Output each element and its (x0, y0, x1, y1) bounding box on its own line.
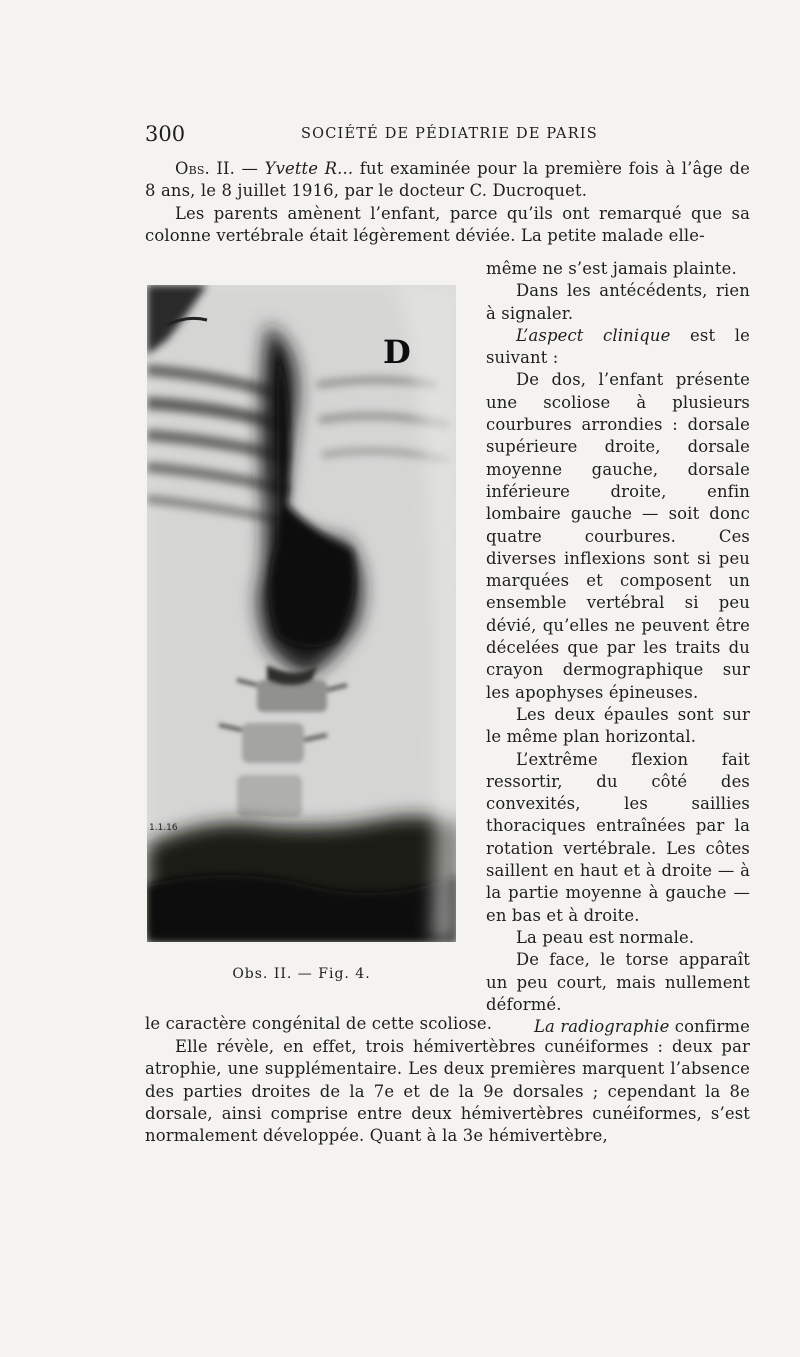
side-marker-d: D (383, 333, 411, 371)
clinical-aspect-heading: L’aspect clinique (516, 325, 671, 345)
text-column-beside-figure (486, 258, 750, 1038)
paragraph-scoliosis-description: De dos, l’enfant présente une scoliose à plusieurs courbures arrondies : dorsale supérieure droite, dorsale moyenne gauche, dorsale inférieure droite, enfin lombaire gauche — soit donc quatre courbures. Ces diverses inflexions sont si peu marquées et composent un ensemble vertébral si peu dévié, qu’elles ne peuvent être décelées que par les traits du crayon dermographique sur les apophyses épineuses. (486, 370, 750, 702)
paragraph-skin: La peau est normale. (516, 927, 695, 947)
paragraph-clinical-aspect (486, 325, 750, 370)
radiography-heading: La radiographie (534, 1017, 670, 1037)
paragraph-antecedents: Dans les antécédents, rien à signaler. (486, 281, 750, 323)
paragraph-radiography-continued: le caractère congénital de cette scoliose. (145, 1014, 493, 1033)
running-title: SOCIÉTÉ DE PÉDIATRIE DE PARIS (301, 126, 598, 142)
observation-label: Obs. II. — (175, 159, 259, 178)
paragraph-hemivertebrae: Elle révèle, en effet, trois hémivertèbres cunéiformes : deux par atrophie, une supplémentaire. Les deux premières marquent l’absence des parties droites de la 7e et de la 9e dorsales ; cependant la 8e dorsale, ainsi comprise entre deux hémivertèbres cunéiformes, s’est normalement développée. Quant à la 3e hémivertèbre, (145, 1037, 750, 1146)
paragraph-front-view: De face, le torse apparaît un peu court, mais nullement déformé. (486, 950, 750, 1014)
paragraph-parents: Les parents amènent l’enfant, parce qu’ils ont remarqué que sa colonne vertébrale était légèrement déviée. La petite malade elle- (145, 204, 750, 246)
spine-radiograph-image (147, 285, 456, 942)
paragraph-flexion: L’extrême flexion fait ressortir, du côté des convexités, les saillies thoraciques entraînées par la rotation vertébrale. Les côtes saillent en haut et à droite — à la partie moyenne à gauche — en bas et à droite. (486, 749, 750, 925)
radiograph-figure (147, 285, 456, 942)
paragraph-shoulders: Les deux épaules sont sur le même plan horizontal. (486, 704, 750, 747)
patient-name: Yvette R... (264, 159, 354, 178)
page-number: 300 (145, 122, 186, 146)
page-header (145, 122, 750, 148)
observation-intro-text: fut examinée pour la première fois à l’âge de 8 ans, le 8 juillet 1916, par le docteur C. Ducroquet. (145, 159, 750, 201)
radiography-text: confirme (674, 1017, 750, 1037)
figure-caption: Obs. II. — Fig. 4. (232, 966, 371, 982)
clinical-aspect-text: est le suivant : (486, 325, 750, 368)
observation-intro (145, 158, 750, 203)
radiograph-date-mark: 1.1.16 (149, 823, 178, 833)
paragraph-parents-continued: même ne s’est jamais plainte. (486, 259, 737, 278)
